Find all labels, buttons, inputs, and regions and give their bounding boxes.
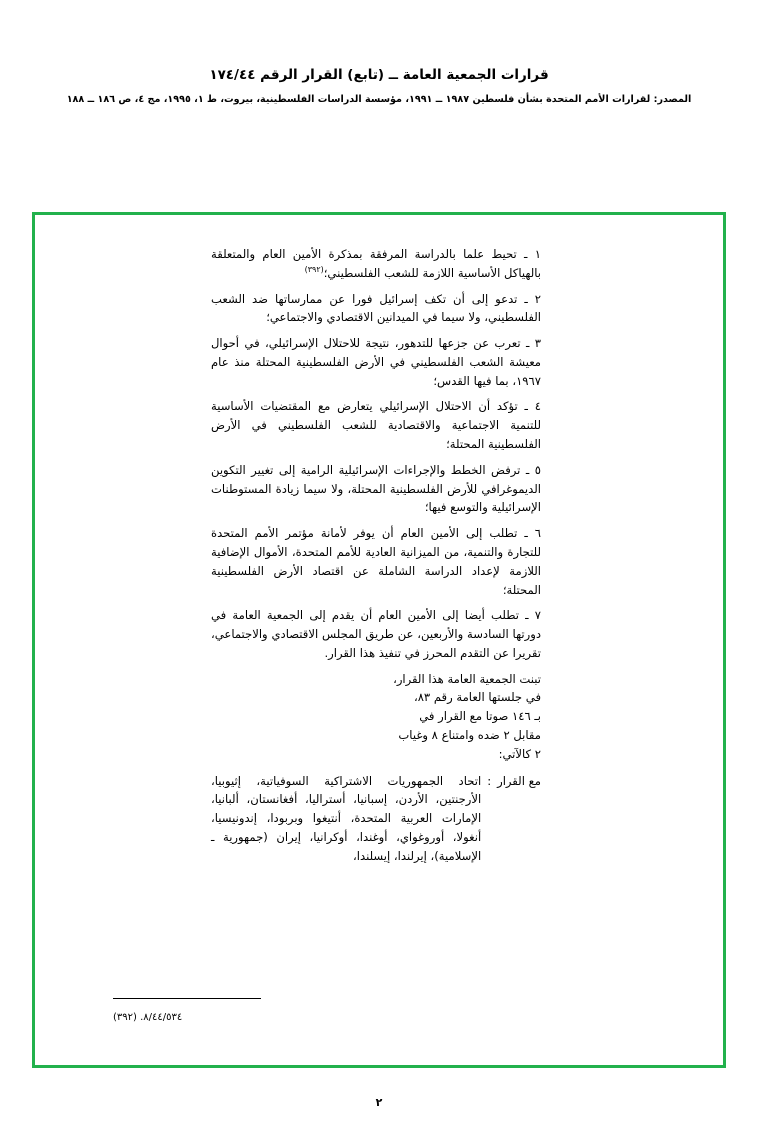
footnote-marker: (٣٩٢) <box>304 264 324 274</box>
paragraph-1 <box>211 245 541 283</box>
footnote-divider <box>113 998 261 999</box>
page-header <box>0 66 758 105</box>
paragraph-4: ٤ ـ تؤكد أن الاحتلال الإسرائيلي يتعارض مع المقتضيات الأساسية للتنمية الاجتماعية والاقتصادية للشعب الفلسطيني في الأرض الفلسطينية المحتلة؛ <box>211 399 541 452</box>
paragraph-5: ٥ ـ ترفض الخطط والإجراءات الإسرائيلية الرامية إلى تغيير التكوين الديموغرافي للأرض الفلسطينية المحتلة، ولا سيما زيادة المستوطنات الإسرائيلية والتوسع فيها؛ <box>211 462 541 515</box>
paragraph-3: ٣ ـ تعرب عن جزعها للتدهور، نتيجة للاحتلال الإسرائيلي، في أحوال معيشة الشعب الفلسطيني في الأرض الفلسطينية المحتلة منذ عام ١٩٦٧، بما فيها القدس؛ <box>211 336 541 388</box>
document-body <box>211 245 541 865</box>
votes-in-favour-colon: : <box>487 773 492 788</box>
paragraph-2: ٢ ـ تدعو إلى أن تكف إسرائيل فورا عن ممارساتها ضد الشعب الفلسطيني، ولا سيما في الميدانين الاقتصادي والاجتماعي؛ <box>211 291 541 325</box>
closing-line-5: ٢ كالآتي: <box>498 746 541 761</box>
votes-in-favour-label: مع القرار <box>497 773 541 788</box>
green-border-frame <box>32 212 726 1068</box>
document-page <box>0 66 758 1144</box>
source-line: المصدر: لقرارات الأمم المتحدة بشأن فلسطين ١٩٨٧ ــ ١٩٩١، مؤسسة الدراسات الفلسطينية، بيروت، ط ١، ١٩٩٥، مج ٤، ص ١٨٦ ــ ١٨٨ <box>66 93 692 105</box>
closing-line-2: في جلستها العامة رقم ٨٣، <box>413 690 541 705</box>
closing-line-1: تبنت الجمعية العامة هذا القرار، <box>393 671 541 686</box>
closing-line-3: بـ ١٤٦ صوتا مع القرار في <box>419 709 541 724</box>
paragraph-1-text: ١ ـ تحيط علما بالدراسة المرفقة بمذكرة الأمين العام والمتعلقة بالهياكل الأساسية اللازمة للشعب الفلسطيني؛ <box>211 247 541 280</box>
vote-block <box>211 670 541 764</box>
footnote-reference: ٨/٤٤/٥٣٤. (٣٩٢) <box>113 1012 183 1023</box>
page-title: قرارات الجمعية العامة ــ (تابع) القرار الرقم ١٧٤/٤٤ <box>209 67 549 83</box>
closing-line-4: مقابل ٢ ضده وامتناع ٨ وغياب <box>398 727 541 742</box>
paragraph-6: ٦ ـ تطلب إلى الأمين العام أن يوفر لأمانة مؤتمر الأمم المتحدة للتجارة والتنمية، من الميزانية العادية للأمم المتحدة، الأموال الإضافية اللازمة لإعداد الدراسة الشاملة عن اقتصاد الأرض الفلسطينية المحتلة؛ <box>211 526 541 597</box>
page-number: ٢ <box>375 1096 383 1109</box>
paragraph-7: ٧ ـ تطلب أيضا إلى الأمين العام أن يقدم إلى الجمعية العامة في دورتها السادسة والأربعين، عن طريق المجلس الاقتصادي والاجتماعي، تقريرا عن التقدم المحرز في تنفيذ هذا القرار. <box>211 608 541 660</box>
votes-in-favour <box>211 772 541 866</box>
votes-in-favour-countries: اتحاد الجمهوريات الاشتراكية السوفياتية، إثيوبيا، الأرجنتين، الأردن، إسبانيا، أستراليا، أفغانستان، ألبانيا، الإمارات العربية المتحدة، أنتيغوا وبربودا، إندونيسيا، أنغولا، أوروغواي، أوغندا، أوكرانيا، إيران (جمهورية ـ الإسلامية)، إيرلندا، إيسلندا، <box>211 773 482 863</box>
